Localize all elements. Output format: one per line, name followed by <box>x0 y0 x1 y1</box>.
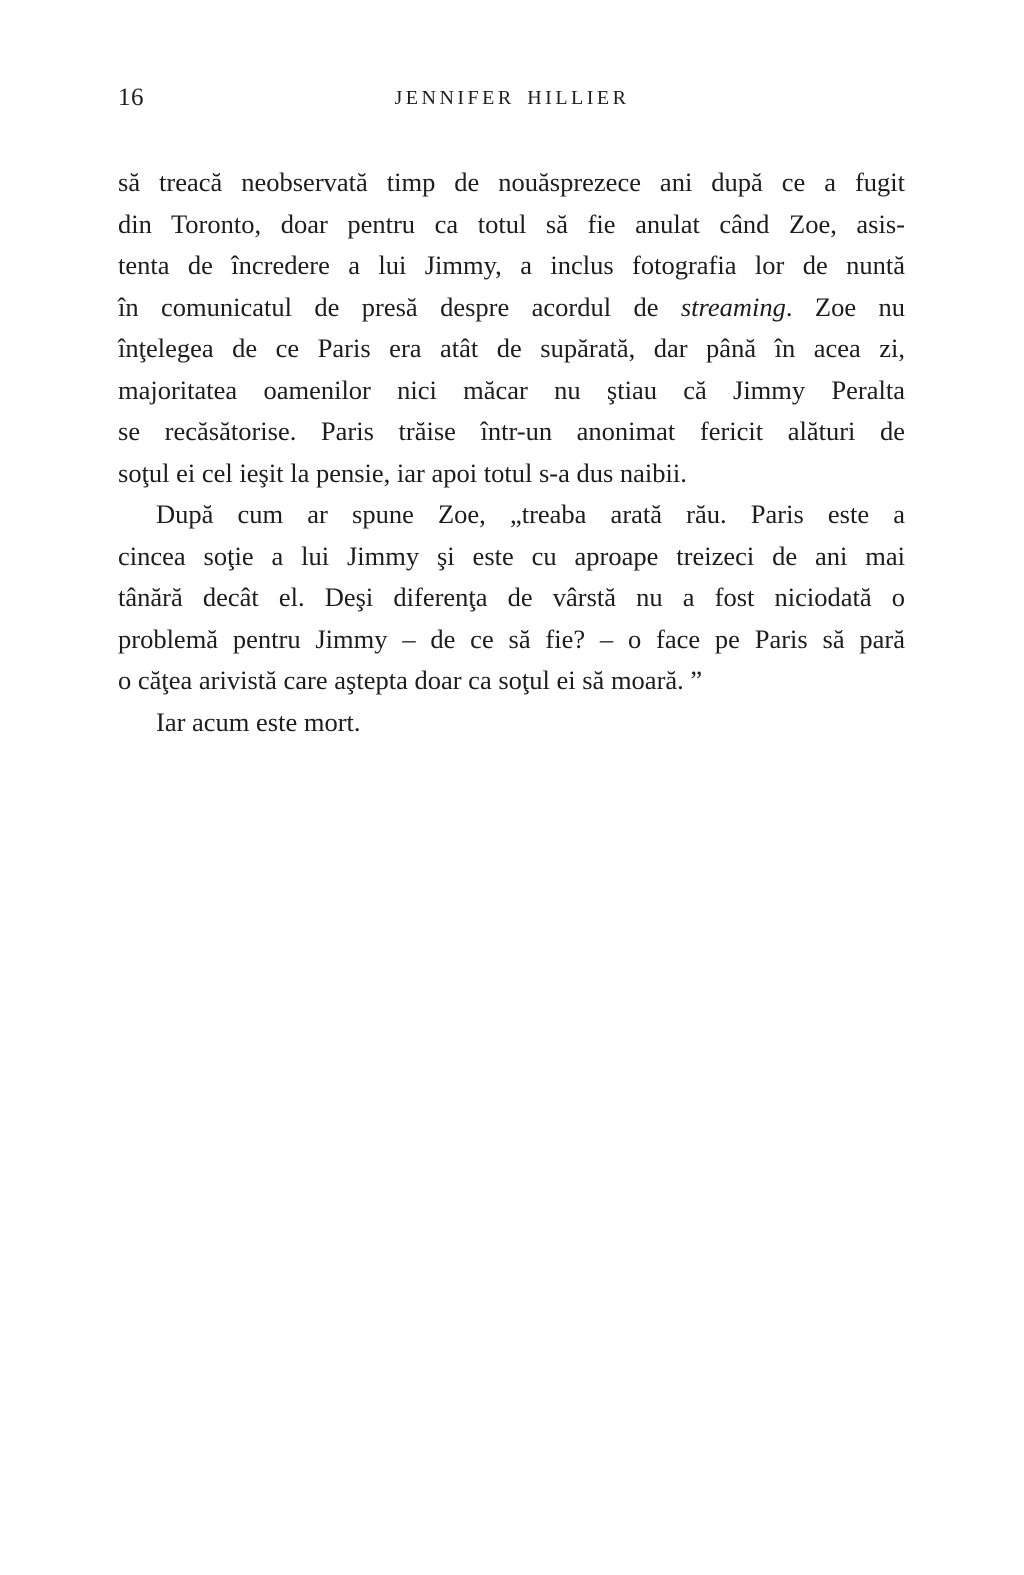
text-line: majoritatea oamenilor nici măcar nu ştiau că Jimmy Peralta <box>118 374 905 405</box>
running-head: JENNIFER HILLIER <box>394 87 630 109</box>
italic-text: streaming <box>680 291 786 322</box>
paragraph <box>118 162 905 494</box>
text-line: înţelegea de ce Paris era atât de supărată, dar până în acea zi, <box>118 333 905 363</box>
text-line: se recăsătorise. Paris trăise într-un anonimat fericit alături de <box>118 416 905 446</box>
text-line: din Toronto, doar pentru ca totul să fie anulat când Zoe, asis- <box>118 208 905 239</box>
text-line: cincea soţie a lui Jimmy şi este cu aproape treizeci de ani mai <box>118 540 905 571</box>
text-line: problemă pentru Jimmy – de ce să fie? – o face pe Paris să pară <box>118 623 905 654</box>
text-line: Iar acum este mort. <box>156 706 361 737</box>
body-text <box>118 162 905 743</box>
page-number: 16 <box>118 84 144 111</box>
text-line: După cum ar spune Zoe, „treaba arată rău. Paris este a <box>156 499 905 529</box>
page-header <box>0 84 1024 116</box>
paragraph <box>118 702 905 744</box>
paragraph <box>118 494 905 702</box>
text-line: soţul ei cel ieşit la pensie, iar apoi totul s-a dus naibii. <box>118 457 687 488</box>
text-line: tenta de încredere a lui Jimmy, a inclus fotografia lor de nuntă <box>118 250 905 280</box>
text-line: în comunicatul de presă despre acordul de streaming. Zoe nu <box>118 291 905 322</box>
text-line: tânără decât el. Deşi diferenţa de vârstă nu a fost niciodată o <box>118 582 905 612</box>
text-line: să treacă neobservată timp de nouăsprezece ani după ce a fugit <box>118 167 905 197</box>
text-line: o căţea arivistă care aştepta doar ca soţul ei să moară. ” <box>118 665 703 695</box>
